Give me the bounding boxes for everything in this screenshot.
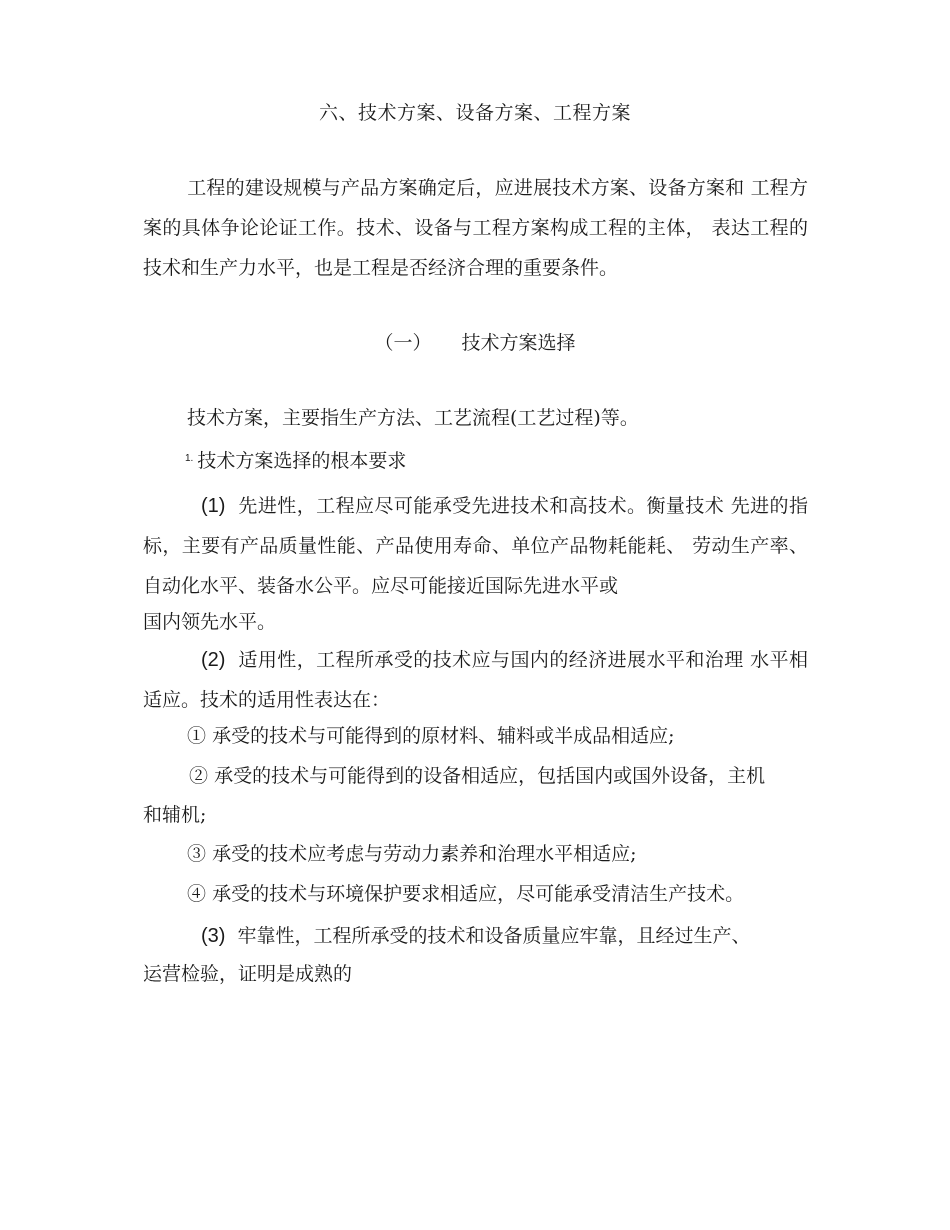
definition-line: 技术方案，主要指生产方法、工艺流程(工艺过程)等。 (187, 407, 639, 429)
item-reliable (201, 918, 866, 954)
item-advanced-continuation: 国内领先水平。 (143, 611, 277, 633)
bullet-marker: ④ (187, 883, 207, 905)
item-number: (1) (201, 495, 226, 517)
intro-text: 工程的建设规模与产品方案确定后，应进展技术方案、设备方案和 工程方案的具体争论论证工作。技术、设备与工程方案构成工程的主体， 表达工程的技术和生产力水平，也是工程是否经济合理的重要条件。 (143, 177, 808, 279)
section-number: （一） (374, 332, 432, 354)
bullet-marker: ③ (187, 843, 207, 865)
intro-paragraph (143, 168, 808, 288)
bullet-marker: ① (187, 725, 207, 747)
bullet-1 (187, 718, 852, 754)
item-advanced (143, 486, 808, 606)
page-title: 六、技术方案、设备方案、工程方案 (318, 102, 631, 124)
section-heading (0, 328, 950, 355)
subsection-heading (185, 441, 850, 479)
bullet-3 (187, 836, 852, 872)
item-number: (3) (201, 925, 226, 947)
bullet-text: 承受的技术与环境保护要求相适应，尽可能承受清洁生产技术。 (212, 883, 745, 905)
item-text: 先进性，工程应尽可能承受先进技术和高技术。衡量技术 先进的指标，主要有产品质量性能、产品使用寿命、单位产品物耗能耗、 劳动生产率、自动化水平、装备水公平。应尽可能接近国际先进水平或 (143, 495, 808, 597)
bullet-4 (187, 876, 852, 912)
bullet-text: 承受的技术与可能得到的设备相适应，包括国内或国外设备，主机 (214, 765, 766, 787)
subsection-number: 1. (185, 453, 194, 464)
bullet-marker: ② (189, 765, 209, 787)
bullet-2 (189, 758, 854, 794)
bullet-text: 承受的技术与可能得到的原材料、辅料或半成品相适应; (212, 725, 675, 747)
item-reliable-continuation: 运营检验，证明是成熟的 (143, 963, 353, 985)
item-text: 适用性，工程所承受的技术应与国内的经济进展水平和治理 水平相适应。技术的适用性表达在： (143, 649, 808, 711)
item-number: (2) (201, 649, 226, 671)
section-title: 技术方案选择 (461, 332, 576, 354)
bullet-text: 承受的技术应考虑与劳动力素养和治理水平相适应; (212, 843, 637, 865)
subsection-title: 技术方案选择的根本要求 (197, 450, 407, 472)
item-applicable (143, 640, 808, 720)
bullet-2-continuation: 和辅机; (143, 804, 207, 826)
item-text: 牢靠性，工程所承受的技术和设备质量应牢靠，且经过生产、 (237, 925, 751, 947)
